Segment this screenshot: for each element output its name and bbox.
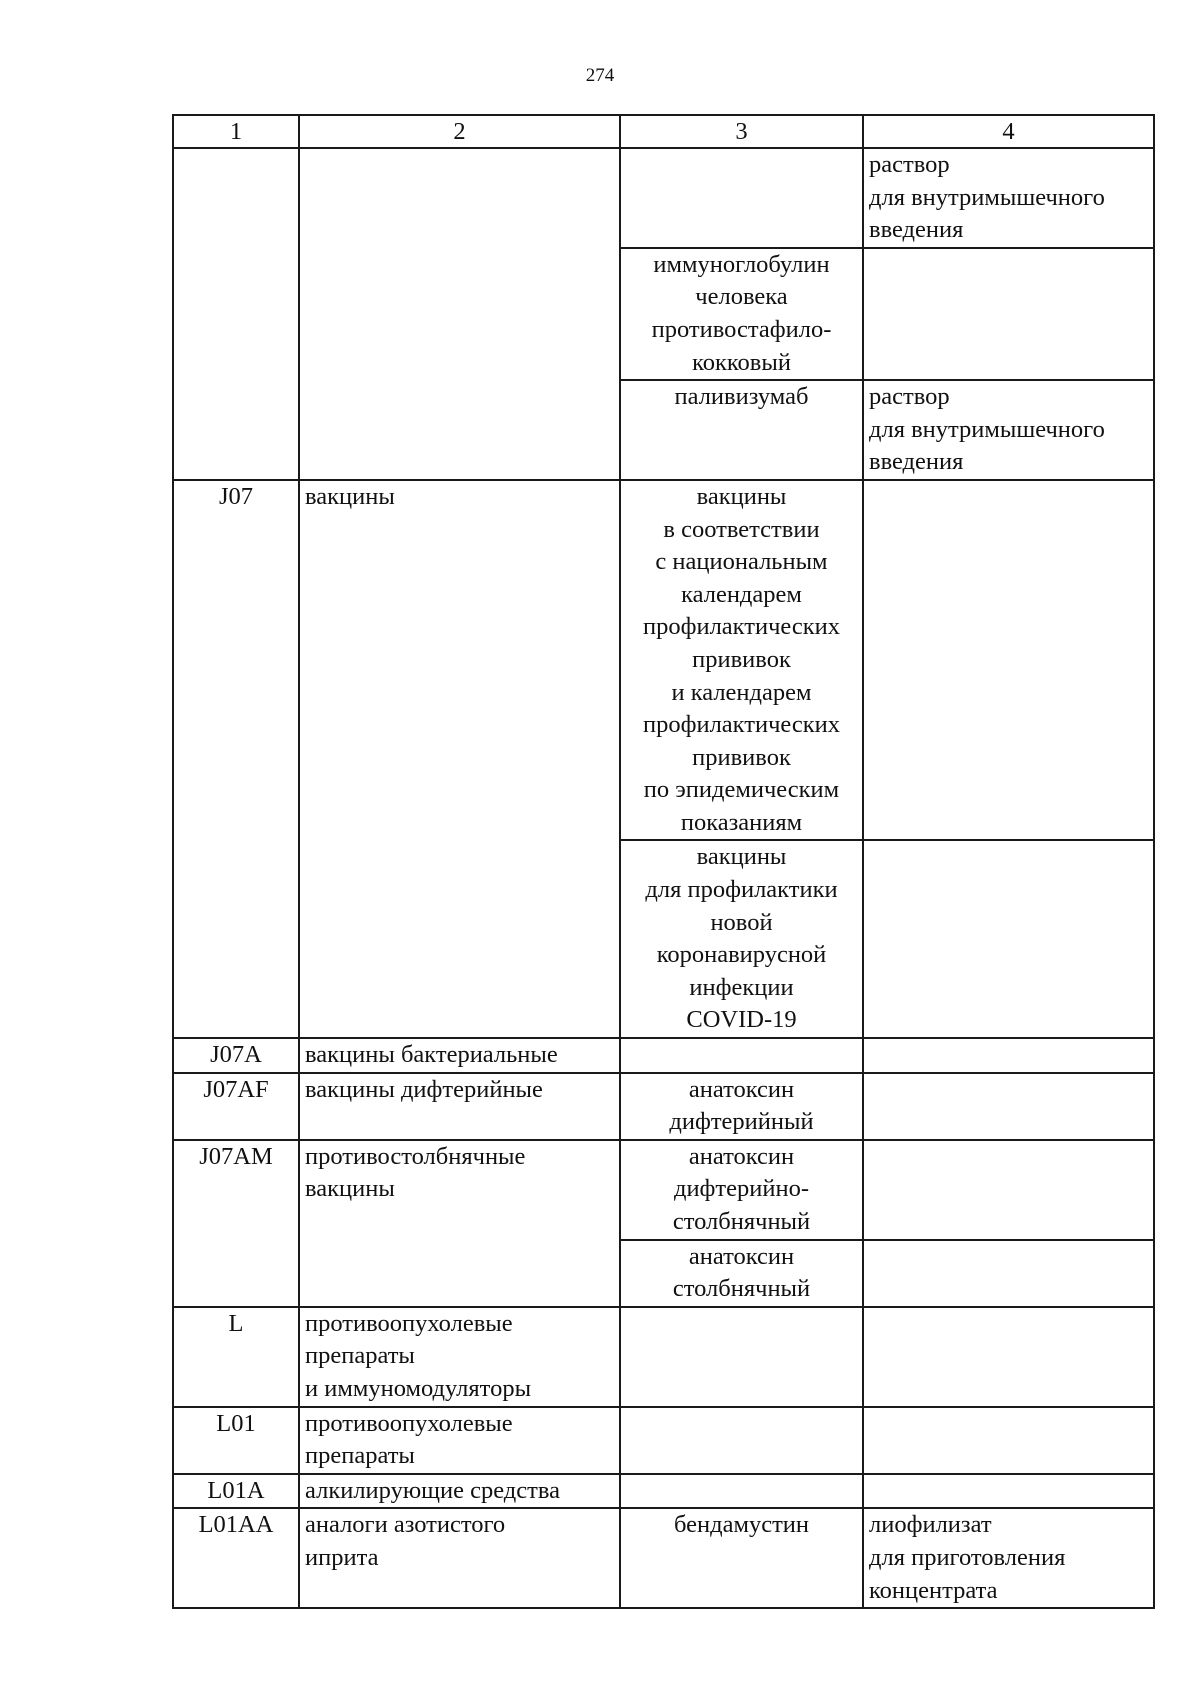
inn-cell [620, 480, 863, 841]
group-line: препараты [305, 1442, 415, 1470]
form-cell [863, 1307, 1154, 1407]
inn-line: коронавирусной [656, 941, 827, 969]
inn-line: календарем [681, 580, 802, 608]
form-line: введения [869, 216, 964, 244]
inn-line: профилактических [642, 613, 841, 641]
inn-line: анатоксин [688, 1142, 795, 1170]
form-cell [863, 1240, 1154, 1307]
form-cell [863, 248, 1154, 380]
form-cell [863, 1508, 1154, 1608]
inn-line: и календарем [671, 678, 812, 706]
group-line: препараты [305, 1342, 415, 1370]
inn-line: иммуноглобулин [653, 250, 830, 278]
group-cell [299, 1073, 620, 1140]
form-cell [863, 480, 1154, 841]
group-line: вакцины [305, 482, 395, 510]
group-cell [299, 148, 620, 480]
form-cell [863, 1140, 1154, 1240]
group-line: противоопухолевые [305, 1309, 513, 1337]
inn-line: столбнячный [672, 1275, 811, 1303]
group-line: и иммуномодуляторы [305, 1374, 532, 1402]
code-text: J07AF [203, 1075, 269, 1103]
code-cell [173, 1508, 299, 1608]
form-cell [863, 840, 1154, 1038]
group-cell [299, 1508, 620, 1608]
page-number: 274 [585, 65, 615, 86]
inn-line: человека [695, 283, 788, 311]
code-cell [173, 1307, 299, 1407]
form-line: для внутримышечного [869, 183, 1105, 211]
inn-line: для профилактики [645, 876, 838, 904]
group-line: аналоги азотистого [305, 1511, 506, 1539]
form-line: концентрата [869, 1576, 998, 1604]
code-text: L01 [216, 1409, 256, 1437]
inn-line: бендамустин [673, 1511, 810, 1539]
form-line: раствор [869, 151, 950, 178]
inn-cell [620, 248, 863, 380]
inn-line: паливизумаб [674, 383, 809, 411]
group-cell [299, 1407, 620, 1474]
column-header-2: 2 [299, 115, 620, 148]
inn-line: показаниям [680, 808, 803, 836]
code-cell [173, 1038, 299, 1073]
table-row [173, 1140, 1154, 1240]
inn-line: анатоксин [688, 1075, 795, 1103]
inn-line: противостафило- [651, 315, 832, 343]
code-text: L01A [207, 1476, 265, 1504]
inn-cell [620, 1240, 863, 1307]
code-cell [173, 1474, 299, 1509]
form-cell [863, 1073, 1154, 1140]
code-text: L [228, 1309, 244, 1337]
inn-line: прививок [692, 743, 791, 771]
inn-cell [620, 1508, 863, 1608]
header-row [173, 115, 1154, 148]
table-row [173, 1407, 1154, 1474]
inn-cell [620, 1038, 863, 1073]
inn-line: в соответствии [663, 515, 820, 543]
table-row [173, 1474, 1154, 1509]
code-cell [173, 1073, 299, 1140]
form-line: лиофилизат [869, 1511, 992, 1539]
inn-line: вакцины [696, 843, 787, 871]
code-cell [173, 1407, 299, 1474]
inn-line: дифтерийно- [673, 1175, 810, 1203]
form-line: введения [869, 448, 964, 476]
table-row [173, 480, 1154, 841]
group-line: алкилирующие средства [305, 1476, 560, 1504]
code-text: J07A [210, 1041, 262, 1069]
inn-line: профилактических [642, 711, 841, 739]
inn-cell [620, 1474, 863, 1509]
group-line: иприта [305, 1543, 379, 1571]
group-cell [299, 480, 620, 1038]
inn-line: прививок [692, 645, 791, 673]
code-text: L01AA [198, 1511, 274, 1539]
column-header-1: 1 [173, 115, 299, 148]
group-line: противоопухолевые [305, 1409, 513, 1437]
form-line: для приготовления [869, 1543, 1066, 1571]
inn-cell [620, 380, 863, 480]
code-cell [173, 1140, 299, 1307]
inn-cell [620, 1407, 863, 1474]
inn-cell [620, 148, 863, 248]
group-line: противостолбнячные [305, 1142, 526, 1170]
inn-line: вакцины [696, 482, 787, 510]
group-cell [299, 1474, 620, 1509]
inn-line: по эпидемическим [643, 776, 840, 804]
table-row [173, 1038, 1154, 1073]
inn-cell [620, 1140, 863, 1240]
group-line: вакцины [305, 1175, 395, 1203]
column-header-3: 3 [620, 115, 863, 148]
code-cell [173, 480, 299, 1038]
table-row [173, 148, 1154, 248]
inn-cell [620, 1307, 863, 1407]
inn-line: кокковый [692, 348, 791, 376]
inn-line: дифтерийный [669, 1108, 814, 1136]
code-cell [173, 148, 299, 480]
code-text: J07 [218, 482, 254, 510]
form-line: раствор [869, 383, 950, 411]
inn-line: анатоксин [688, 1242, 795, 1270]
form-cell [863, 148, 1154, 248]
group-line: вакцины дифтерийные [305, 1075, 543, 1103]
inn-line: с национальным [655, 548, 828, 576]
drug-table [172, 114, 1155, 1609]
inn-cell [620, 840, 863, 1038]
inn-line: новой [710, 908, 773, 936]
group-line: вакцины бактериальные [305, 1041, 558, 1069]
group-cell [299, 1038, 620, 1073]
table-row [173, 1508, 1154, 1608]
group-cell [299, 1140, 620, 1307]
table-row [173, 1307, 1154, 1407]
form-cell [863, 380, 1154, 480]
inn-cell [620, 1073, 863, 1140]
form-line: для внутримышечного [869, 415, 1105, 443]
inn-line: столбнячный [672, 1208, 811, 1235]
code-text: J07AM [199, 1142, 273, 1170]
form-cell [863, 1038, 1154, 1073]
form-cell [863, 1474, 1154, 1509]
inn-line: инфекции [689, 973, 794, 1001]
inn-line: COVID-19 [686, 1006, 797, 1034]
form-cell [863, 1407, 1154, 1474]
column-header-4: 4 [863, 115, 1154, 148]
table-row [173, 1073, 1154, 1140]
group-cell [299, 1307, 620, 1407]
